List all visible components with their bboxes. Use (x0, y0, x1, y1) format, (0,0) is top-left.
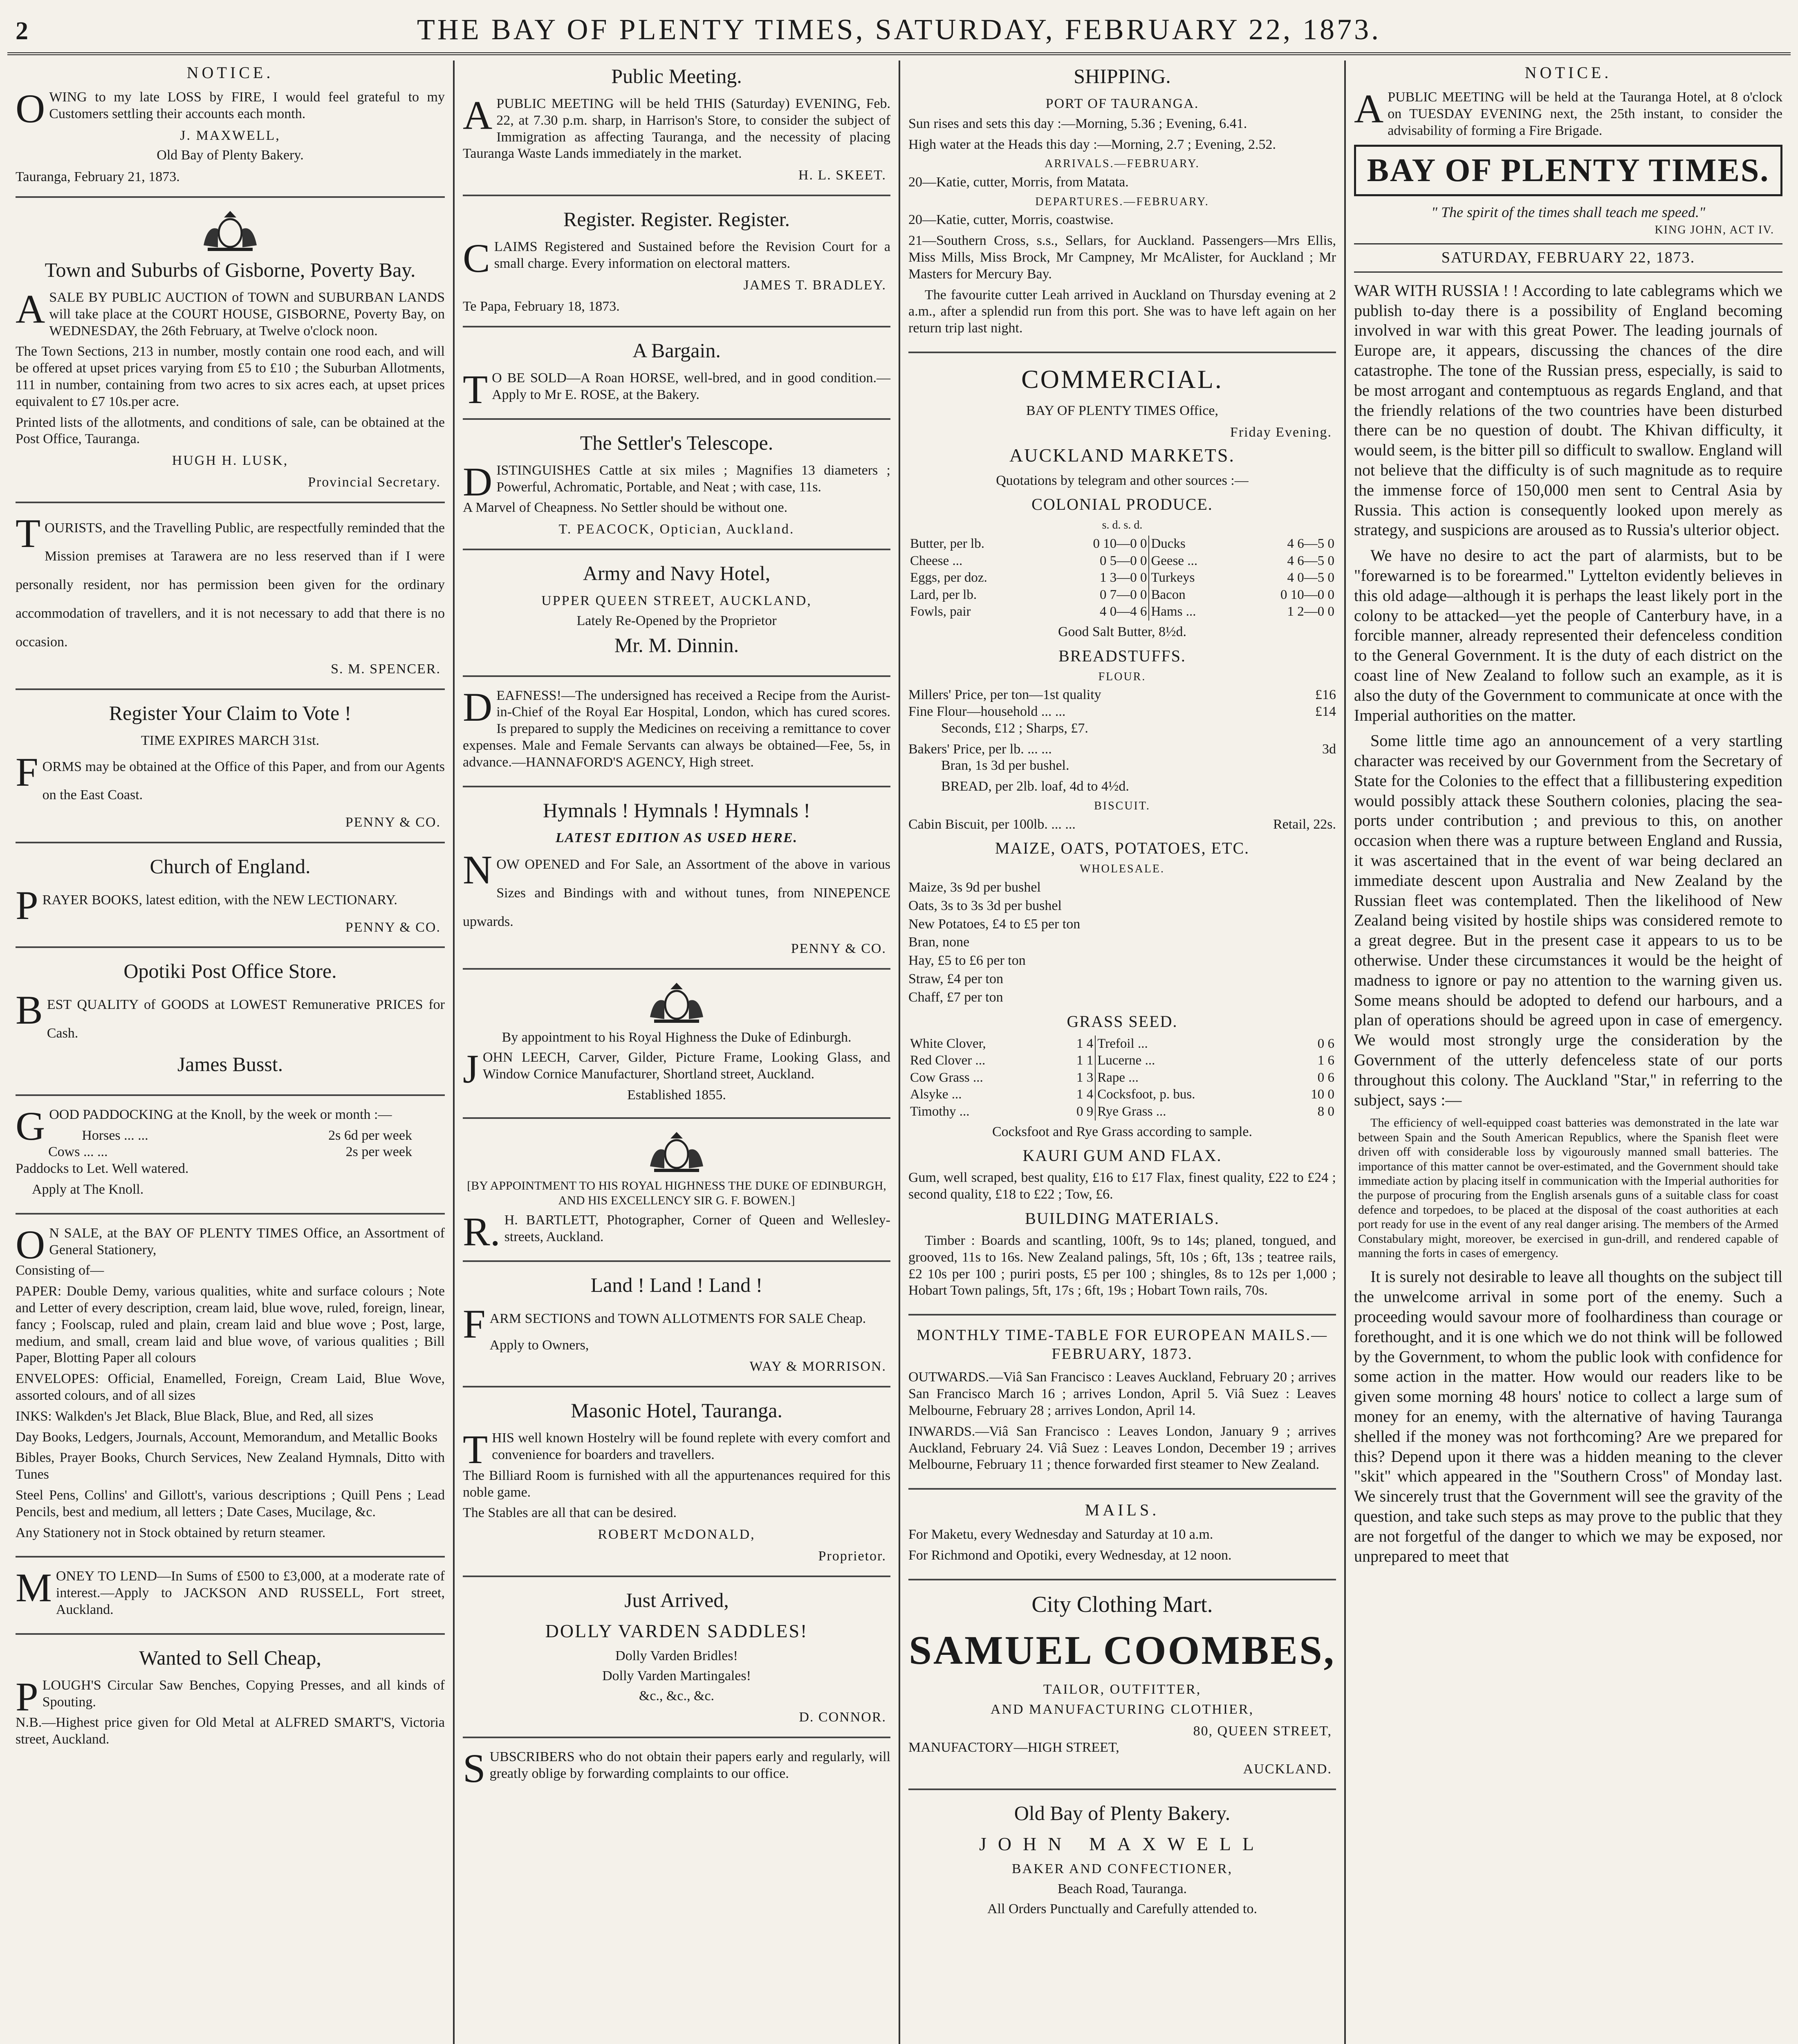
telescope-title: The Settler's Telescope. (580, 431, 773, 454)
paper-motto-source: KING JOHN, ACT IV. (1655, 223, 1774, 236)
clothing-line1: TAILOR, OUTFITTER, (1043, 1681, 1202, 1697)
just-arrived-line4: &c., &c., &c. (639, 1688, 715, 1703)
paddocking-ad (16, 1103, 445, 1215)
table-row: Timothy ... 0 9 Rye Grass ... 8 0 (908, 1103, 1336, 1121)
hymnals-sub: LATEST EDITION AS USED HERE. (555, 830, 798, 845)
public-meeting-ad (463, 64, 890, 196)
gisborne-title: Town and Suburbs of Gisborne, Poverty Bay. (45, 258, 416, 281)
masthead-title: THE BAY OF PLENTY TIMES, SATURDAY, FEBRUARY 22, 1873. (417, 13, 1381, 46)
land-signature: WAY & MORRISON. (749, 1359, 886, 1374)
masonic-p2: The Billiard Room is furnished with all the appurtenances required for this noble game. (463, 1468, 890, 1500)
opotiki-ad (16, 959, 445, 1096)
paddocking-row-value: 2s per week (345, 1144, 412, 1160)
editorial-paragraph: WAR WITH RUSSIA ! ! According to late cablegrams which we publish to-day there is a possibility of England becoming involved in war with this great Power. The leading journals of Europe are, it appears, discussing the chances of the dire catastrophe. The tone of the Russian press, especially, is said to be most arrogant and contemptuous as regards England, and that the friendly relations of the two countries have been disturbed there can be no question of doubt. The Khivan difficulty, it would seem, is the bitter pill so difficult to swallow. England will not believe that the difficulty is of such magnitude as to require the immense force of 150,000 men sent to Central Asia by Russia. This action is consequently looked upon merely as strategy, and suspicions are aroused as to Russia's ulterior object. (1354, 281, 1782, 539)
tourists-body: TOURISTS, and the Travelling Public, are respectfully reminded that the Mission premises at Tarawera are no less reserved than if I were personally resident, nor has permission been given for the ordinary accommodation of travellers, and it is not necessary to add that there is no occasion. (16, 510, 445, 650)
leech-appointment: By appointment to his Royal Highness the Duke of Edinburgh. (502, 1030, 852, 1045)
maize-head: MAIZE, OATS, POTATOES, ETC. (995, 839, 1250, 858)
markets-quote: Quotations by telegram and other sources :— (996, 473, 1249, 488)
just-arrived-line3: Dolly Varden Martingales! (602, 1668, 751, 1683)
colonial-head: COLONIAL PRODUCE. (1031, 495, 1213, 514)
paddocking-row-label: Horses ... ... (82, 1127, 148, 1143)
just-arrived-signature: D. CONNOR. (799, 1710, 886, 1725)
column-3 (899, 61, 1344, 2044)
bakery-ad (908, 1801, 1336, 1932)
flour-row: Fine Flour—household ... ... £14 (908, 704, 1336, 719)
deafness-ad (463, 684, 890, 787)
shipping-water: High water at the Heads this day :—Morning, 2.7 ; Evening, 2.52. (908, 137, 1276, 152)
stationery-p9: Any Stationery not in Stock obtained by return steamer. (16, 1525, 326, 1540)
telescope-ad (463, 430, 890, 550)
public-meeting-title: Public Meeting. (611, 65, 742, 87)
army-navy-title: Army and Navy Hotel, (583, 561, 771, 585)
clothing-line3: 80, QUEEN STREET, (1193, 1723, 1332, 1739)
maize-list (908, 879, 1336, 1006)
register-vote-sub: TIME EXPIRES MARCH 31st. (141, 733, 320, 748)
church-ad (16, 854, 445, 948)
hymnals-body: NOW OPENED and For Sale, an Assortment of the above in various Sizes and Bindings with and without tunes, from NINEPENCE upwards. (463, 847, 890, 929)
gisborne-signature-title: Provincial Secretary. (308, 474, 441, 490)
clothing-ad (908, 1591, 1336, 1790)
bargain-title: A Bargain. (632, 339, 721, 362)
hymnals-ad (463, 798, 890, 970)
register-ad (463, 207, 890, 327)
editorial-paragraph: We have no desire to act the part of alarmists, but to be "forewarned is to be forearmed." Lyttelton evidently believes in this old adage—although it is perhaps the least likely port in the colony to be attacked—yet the people of Canterbury have, in a forcible manner, already represented their defenceless condition to the General Government. It is the duty of each district on the coast line of New Zealand to follow such an example, as it is also the duty of the Government to communicate at once with the Imperial authorities on the matter. (1354, 546, 1782, 724)
shipping-section (908, 64, 1336, 353)
opotiki-signature: James Busst. (177, 1052, 283, 1076)
list-item: Hay, £5 to £6 per ton (908, 953, 1026, 968)
stationery-ad (16, 1221, 445, 1558)
fire-brigade-notice (1354, 63, 1782, 139)
stationery-p2: Consisting of— (16, 1263, 104, 1278)
stationery-p4: ENVELOPES: Official, Enamelled, Foreign, Cream Laid, Blue Wove, assorted colours, and of all sizes (16, 1371, 445, 1403)
notice-signature: J. MAXWELL, (180, 128, 280, 143)
flour-row: Millers' Price, per ton—1st quality £16 (908, 687, 1336, 703)
masonic-signature-title: Proprietor. (818, 1549, 886, 1564)
money-ad (16, 1565, 445, 1634)
editorial-paragraph: Some little time ago an announcement of a very startling character was received by our Government from the Secretary of State for the Colonies to the effect that a fillibustering expedition would possibly attack these Southern colonies, placing the sea-ports under contribution ; and previous to this, on another occasion when there was a rupture between England and Russia, it was ascertained that in the event of war being declared an immediate descent upon Australia and New Zealand by the Russian fleet was contemplated. Then the likelihood of New Zealand being visited by hostile ships was considered remote to a great degree. But in the present case it appears to us to be otherwise. Under these circumstances it would be the height of madness to ignore or pay no attention to the warning given us. Some means should be adopted to defend our harbours, and a plan of operations should be agreed upon in case of emergency. We would most strongly urge the consideration by the Government of the utterly defenceless state of our ports throughout this colony. The Auckland "Star," in referring to the subject, says :— (1354, 731, 1782, 1109)
flour-bran: Bran, 1s 3d per bushel. (941, 758, 1069, 773)
list-item: New Potatoes, £4 to £5 per ton (908, 916, 1081, 932)
mails-p2: For Richmond and Opotiki, every Wednesday, at 12 noon. (908, 1547, 1232, 1563)
colonial-salt: Good Salt Butter, 8½d. (1058, 624, 1187, 639)
stationery-p6: Day Books, Ledgers, Journals, Account, Memorandum, and Metallic Books (16, 1429, 438, 1445)
money-body: MONEY TO LEND—In Sums of £500 to £3,000, at a moderate rate of interest.—Apply to JACKSON AND RUSSELL, Fort street, Auckland. (16, 1565, 445, 1617)
bakery-title: Old Bay of Plenty Bakery. (1014, 1801, 1231, 1824)
masonic-p1: THIS well known Hostelry will be found replete with every comfort and convenience for boarders and travellers. (463, 1427, 890, 1472)
just-arrived-line2: Dolly Varden Bridles! (615, 1648, 738, 1664)
colonial-units: s. d. s. d. (1102, 519, 1143, 532)
bargain-ad (463, 338, 890, 420)
gisborne-p2: The Town Sections, 213 in number, mostly contain one rood each, and will be offered at upset prices varying from £5 to £10 ; the Suburban Allotments, 111 in number, containing from two acres to six acres each, at upset prices equivalent to £7 10s.per acre. (16, 344, 445, 409)
public-meeting-signature: H. L. SKEET. (798, 168, 886, 183)
church-body: PRAYER BOOKS, latest edition, with the NEW LECTIONARY. (16, 882, 397, 928)
paper-title: BAY OF PLENTY TIMES. (1354, 145, 1782, 196)
army-navy-sub: UPPER QUEEN STREET, AUCKLAND, (541, 593, 812, 608)
royal-crest-icon (463, 980, 890, 1025)
list-item: Bran, none (908, 935, 970, 950)
notice-body: OWING to my late LOSS by FIRE, I would feel grateful to my Customers settling their accounts each month. (16, 86, 445, 131)
table-row: Cheese ... 0 5—0 0 Geese ... 4 6—5 0 (908, 553, 1336, 570)
column-4 (1344, 61, 1791, 2044)
list-item: Oats, 3s to 3s 3d per bushel (908, 898, 1062, 913)
flour-bread: BREAD, per 2lb. loaf, 4d to 4½d. (941, 779, 1129, 794)
bargain-body: TO BE SOLD—A Roan HORSE, well-bred, and in good condition.—Apply to Mr E. ROSE, at the Bakery. (463, 367, 890, 412)
european-mails (908, 1326, 1336, 1490)
paddocking-row-value: 2s 6d per week (328, 1127, 412, 1143)
masonic-title: Masonic Hotel, Tauranga. (571, 1399, 782, 1422)
editorial-quote: The efficiency of well-equipped coast batteries was demonstrated in the late war between Spain and the South American Republics, where the Spanish fleet were driven off with considerable loss by vigourously manned small batteries. The importance of this matter cannot be over-estimated, and the Government should take immediate action by placing itself in communication with the Imperial authorities for the purpose of procuring from the English arsenals guns of a suitable class for coast defence and torpedoes, to be placed at the disposal of the coast authorities at each port ready for use in the event of any real danger arising. The members of the Armed Constabulary might, moreover, be exercised in gun-drill, and rendered capable of manning the forts in cases of emergency. (1358, 1116, 1778, 1260)
gisborne-p3: Printed lists of the allotments, and conditions of sale, can be obtained at the Post Office, Tauranga. (16, 415, 445, 447)
notice-label: NOTICE. (1524, 63, 1612, 82)
register-vote-title: Register Your Claim to Vote ! (109, 701, 352, 724)
building-head: BUILDING MATERIALS. (1025, 1209, 1220, 1228)
colonial-table (908, 536, 1336, 621)
shipping-sun: Sun rises and sets this day :—Morning, 5.36 ; Evening, 6.41. (908, 116, 1247, 131)
flour-row: Bakers' Price, per lb. ... ... 3d (908, 741, 1336, 757)
paddocking-row-cows (16, 1144, 445, 1161)
hymnals-signature: PENNY & CO. (791, 941, 886, 957)
gisborne-p1: ASALE BY PUBLIC AUCTION of TOWN and SUBURBAN LANDS will take place at the COURT HOUSE, GISBORNE, Poverty Bay, on WEDNESDAY, the 26th February, at Twelve o'clock noon. (16, 286, 445, 338)
wanted-title: Wanted to Sell Cheap, (139, 1646, 321, 1669)
page-number: 2 (16, 17, 28, 45)
register-vote-signature: PENNY & CO. (345, 815, 441, 830)
shipping-arrivals-head: ARRIVALS.—FEBRUARY. (1045, 157, 1200, 170)
commercial-title: COMMERCIAL. (1021, 364, 1223, 394)
shipping-departures-head: DEPARTURES.—FEBRUARY. (1035, 195, 1209, 208)
stationery-p1: ON SALE, at the BAY OF PLENTY TIMES Office, an Assortment of General Stationery, (16, 1221, 445, 1267)
shipping-arrival-1: 20—Katie, cutter, Morris, from Matata. (908, 174, 1129, 190)
register-signature: JAMES T. BRADLEY. (743, 277, 886, 293)
table-row: Red Clover ... 1 1 Lucerne ... 1 6 (908, 1052, 1336, 1069)
army-navy-ad (463, 561, 890, 677)
commercial-office: BAY OF PLENTY TIMES Office, (1026, 403, 1219, 418)
leech-body: JOHN LEECH, Carver, Gilder, Picture Frame, Looking Glass, and Window Cornice Manufacturer, Shortland street, Auckland. (463, 1046, 890, 1091)
register-vote-ad (16, 701, 445, 843)
notice-label: NOTICE. (186, 63, 274, 82)
masonic-ad (463, 1398, 890, 1577)
deafness-body: DEAFNESS!—The undersigned has received a Recipe from the Aurist-in-Chief of the Royal Ear Hospital, London, which has cured scores. Is prepared to supply the Medicines on receiving a remittance to cover expenses. Male and Female Servants can always be obtained—Fee, 5s, in advance.—HANNAFORD'S AGENCY, High street. (463, 684, 890, 770)
mails-p1: For Maketu, every Wednesday and Saturday at 10 a.m. (908, 1527, 1213, 1542)
mails-section (908, 1500, 1336, 1580)
grass-table (908, 1035, 1336, 1121)
bakery-line3: All Orders Punctually and Carefully attended to. (987, 1901, 1257, 1916)
hymnals-title: Hymnals ! Hymnals ! Hymnals ! (543, 798, 811, 822)
church-title: Church of England. (150, 854, 311, 878)
shipping-note: The favourite cutter Leah arrived in Auckland on Thursday evening at 2 a.m., after a splendid run from this port. She was to have left again on her return trip last night. (908, 287, 1336, 336)
just-arrived-line1: DOLLY VARDEN SADDLES! (545, 1620, 808, 1641)
european-mails-outwards: OUTWARDS.—Viâ San Francisco : Leaves Auckland, February 20 ; arrives San Francisco March 16 ; arrives London, April 5. Viâ Suez : Leaves Melbourne, February 28 ; arrives London, April 14. (908, 1369, 1336, 1418)
shipping-departure-1: 20—Katie, cutter, Morris, coastwise. (908, 212, 1114, 228)
fire-brigade-body: APUBLIC MEETING will be held at the Tauranga Hotel, at 8 o'clock on TUESDAY EVENING next, the 25th instant, to consider the advisability of forming a Fire Brigade. (1354, 86, 1782, 138)
list-item: Straw, £4 per ton (908, 971, 1003, 987)
public-meeting-body: APUBLIC MEETING will be held THIS (Saturday) EVENING, Feb. 22, at 7.30 p.m. sharp, in Harrison's Store, to consider the subject of Immigration as affecting Tauranga, and the necessity of placing Tauranga Waste Lands immediately in the market. (463, 92, 890, 161)
masthead (7, 0, 1791, 55)
paper-motto: " The spirit of the times shall teach me speed." (1431, 204, 1706, 221)
telescope-body: DISTINGUISHES Cattle at six miles ; Magnifies 13 diameters ; Powerful, Achromatic, Portable, and Neat ; with case, 11s. (463, 459, 890, 504)
church-signature: PENNY & CO. (345, 919, 441, 935)
paddocking-line3: Paddocks to Let. Well watered. (16, 1161, 189, 1177)
commercial-section (908, 364, 1336, 1316)
table-row: Eggs, per doz. 1 3—0 0 Turkeys 4 0—5 0 (908, 569, 1336, 587)
column-2 (453, 61, 899, 2044)
just-arrived-ad (463, 1588, 890, 1738)
clothing-line2: AND MANUFACTURING CLOTHIER, (990, 1701, 1254, 1717)
army-navy-line: Lately Re-Opened by the Proprietor (576, 613, 777, 628)
column-1 (7, 61, 453, 2044)
wanted-ad (16, 1645, 445, 1763)
notice-signature-place: Old Bay of Plenty Bakery. (157, 148, 304, 163)
wholesale-head: WHOLESALE. (1079, 863, 1165, 876)
table-row: Alsyke ... 1 4 Cocksfoot, p. bus. 10 0 (908, 1086, 1336, 1103)
bartlett-ad (463, 1130, 890, 1262)
clothing-line5: AUCKLAND. (1243, 1762, 1332, 1777)
paddocking-row-horses (49, 1127, 445, 1144)
bartlett-appointment: [BY APPOINTMENT TO HIS ROYAL HIGHNESS THE DUKE OF EDINBURGH, AND HIS EXCELLENCY SIR G. F. BOWEN.] (467, 1179, 886, 1208)
land-ad (463, 1273, 890, 1387)
masonic-p3: The Stables are all that can be desired. (463, 1505, 677, 1521)
markets-title: AUCKLAND MARKETS. (1009, 445, 1235, 466)
leech-established: Established 1855. (627, 1087, 726, 1103)
commercial-when: Friday Evening. (1230, 424, 1332, 440)
clothing-title: City Clothing Mart. (1031, 1591, 1213, 1617)
maxwell-notice (16, 63, 445, 198)
notice-date: Tauranga, February 21, 1873. (16, 169, 180, 185)
leech-ad (463, 980, 890, 1119)
flour-head: FLOUR. (1098, 670, 1146, 683)
wanted-p1: PLOUGH'S Circular Saw Benches, Copying Presses, and all kinds of Spouting. (16, 1674, 445, 1719)
subscribers-body: SUBSCRIBERS who do not obtain their papers early and regularly, will greatly oblige by forwarding complaints to our office. (463, 1746, 890, 1791)
grass-head: GRASS SEED. (1067, 1012, 1178, 1031)
paddocking-line4: Apply at The Knoll. (32, 1182, 144, 1197)
gisborne-signature: HUGH H. LUSK, (172, 453, 289, 468)
register-vote-body: FORMS may be obtained at the Office of this Paper, and from our Agents on the East Coast. (16, 749, 445, 803)
masonic-signature: ROBERT McDONALD, (598, 1527, 756, 1542)
european-mails-title: MONTHLY TIME-TABLE FOR EUROPEAN MAILS.—FEBRUARY, 1873. (916, 1327, 1328, 1363)
editorial-date: SATURDAY, FEBRUARY 22, 1873. (1354, 243, 1782, 273)
clothing-name: SAMUEL COOMBES, (909, 1627, 1336, 1673)
table-row: Lard, per lb. 0 7—0 0 Bacon 0 10—0 0 (908, 587, 1336, 604)
royal-crest-icon (463, 1130, 890, 1174)
grass-note: Cocksfoot and Rye Grass according to sample. (992, 1124, 1252, 1139)
stationery-p5: INKS: Walkden's Jet Black, Blue Black, Blue, and Red, all sizes (16, 1408, 374, 1424)
register-title: Register. Register. Register. (563, 207, 790, 231)
list-item: Chaff, £7 per ton (908, 989, 1003, 1005)
table-row: White Clover, 1 4 Trefoil ... 0 6 (908, 1035, 1336, 1053)
paddocking-row-label: Cows ... ... (48, 1144, 108, 1160)
shipping-port: PORT OF TAURANGA. (1045, 96, 1199, 111)
subscribers-ad (463, 1746, 890, 1797)
bakery-line2: Beach Road, Tauranga. (1057, 1881, 1187, 1896)
stationery-p7: Bibles, Prayer Books, Church Services, New Zealand Hymnals, Ditto with Tunes (16, 1450, 445, 1482)
telescope-signature: T. PEACOCK, Optician, Auckland. (558, 522, 795, 537)
stationery-p3: PAPER: Double Demy, various qualities, white and surface colours ; Note and Letter of every description, cream laid, blue wove, ruled, foreign, linear, fancy ; Foolscap, ruled and plain, cream laid and blue wove ; Post, large, medium, and small, cream laid and blue wove, of various qualities ; Bill Paper, Blotting Paper all colours (16, 1284, 445, 1366)
opotiki-title: Opotiki Post Office Store. (123, 959, 337, 983)
european-mails-inwards: INWARDS.—Viâ San Francisco : Leaves London, January 9 ; arrives Auckland, February 24. Viâ Suez : Leaves London, December 19 ; arrives Melbourne, February 11 ; thence forwarded first steamer to New Zealand. (908, 1423, 1336, 1472)
paddocking-body: GOOD PADDOCKING at the Knoll, by the week or month :— (16, 1103, 392, 1149)
table-row: Cow Grass ... 1 3 Rape ... 0 6 (908, 1069, 1336, 1087)
bakery-name: JOHN MAXWELL (979, 1833, 1266, 1854)
shipping-title: SHIPPING. (1074, 65, 1171, 87)
table-row: Fowls, pair 4 0—4 6 Hams ... 1 2—0 0 (908, 603, 1336, 621)
table-row: Butter, per lb. 0 10—0 0 Ducks 4 6—5 0 (908, 536, 1336, 553)
list-item: Maize, 3s 9d per bushel (908, 880, 1041, 895)
biscuit-row: Cabin Biscuit, per 100lb. ... ... Retail, 22s. (908, 816, 1336, 832)
breadstuffs-head: BREADSTUFFS. (1058, 646, 1186, 665)
kauri-head: KAURI GUM AND FLAX. (1022, 1146, 1222, 1165)
land-line2: Apply to Owners, (489, 1337, 589, 1353)
land-title: Land ! Land ! Land ! (590, 1273, 763, 1296)
kauri-body: Gum, well scraped, best quality, £16 to £17 Flax, finest quality, £22 to £24 ; second quality, £18 to £22 ; Tow, £6. (908, 1170, 1336, 1202)
telescope-line2: A Marvel of Cheapness. No Settler should be without one. (463, 500, 788, 515)
biscuit-head: BISCUIT. (1094, 800, 1150, 813)
bartlett-body: R.H. BARTLETT, Photographer, Corner of Queen and Wellesley-streets, Auckland. (463, 1209, 890, 1255)
clothing-line4: MANUFACTORY—HIGH STREET, (908, 1740, 1119, 1755)
just-arrived-title: Just Arrived, (624, 1588, 729, 1611)
wanted-p2: N.B.—Highest price given for Old Metal at ALFRED SMART'S, Victoria street, Auckland. (16, 1715, 445, 1747)
tourists-notice (16, 510, 445, 690)
gisborne-sale (16, 208, 445, 503)
register-date: Te Papa, February 18, 1873. (463, 299, 620, 314)
army-navy-name: Mr. M. Dinnin. (614, 633, 739, 657)
building-body: Timber : Boards and scantling, 100ft, 9s to 14s; planed, tongued, and grooved, 11s to 16s. New Zealand palings, 5ft, 10s ; 6ft, 13s ; teatree rails, £2 10s per 100 ; puriri posts, £5 per 100 ; shingles, 8s to 12s per 1,000 ; Hobart Town palings, 5ft, 17s ; 6ft, 19s ; Hobart Town rails, 70s. (908, 1233, 1336, 1298)
opotiki-body: BEST QUALITY of GOODS at LOWEST Remunerative PRICES for Cash. (16, 987, 445, 1041)
mails-title: MAILS. (1085, 1501, 1160, 1520)
stationery-p8: Steel Pens, Collins' and Gillott's, various descriptions ; Quill Pens ; Lead Pencils, best and medium, all letters ; Date Cases, Mucilage, &c. (16, 1487, 445, 1520)
shipping-departure-2: 21—Southern Cross, s.s., Sellars, for Auckland. Passengers—Mrs Ellis, Miss Mills, Miss Brock, Mr Campney, Mr McAlister, for Auckland ; Mr Masters for Mercury Bay. (908, 233, 1336, 282)
flour-seconds: Seconds, £12 ; Sharps, £7. (941, 720, 1088, 736)
land-body: FARM SECTIONS and TOWN ALLOTMENTS FOR SALE Cheap. (463, 1301, 866, 1347)
tourists-signature: S. M. SPENCER. (331, 661, 441, 677)
register-body: CLAIMS Registered and Sustained before the Revision Court for a small charge. Every information on electoral matters. (463, 235, 890, 281)
editorial-paragraph: It is surely not desirable to leave all thoughts on the subject till the unwelcome arrival in some port of the enemy. Such a proceeding would savour more of foolhardiness than courage or forethought, and it is one which we do not think will be followed by the Government, to whom the public look with confidence for some action in the matter. How would our readers like to be given some morning 48 hours' notice to collect a large sum of money for an enemy, with the alternative of having Tauranga shelled if the money was not forthcoming? Are we prepared for this? Depend upon it there was a hidden meaning to the clever "skit" which appeared in the "Southern Cross" of Monday last. We sincerely trust that the Government will see the gravity of the question, and take such steps as may prove to the public that they are not forgetful of the danger to which we may be exposed, nor unprepared to meet that (1354, 1267, 1782, 1565)
bakery-line1: BAKER AND CONFECTIONER, (1011, 1861, 1233, 1877)
royal-crest-icon (16, 208, 445, 253)
